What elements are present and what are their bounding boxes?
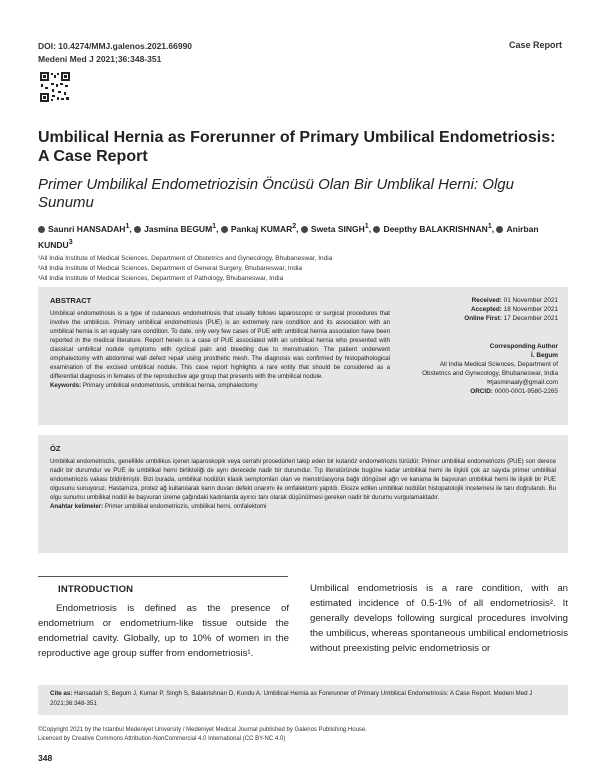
introduction-left-column: Endometriosis is defined as the presence of endometrium or endometrium-like tissue outside the endometrial cavity. Globally, up to 10% of women in the reproductive age group suffer from endometriosis¹. [38, 603, 289, 659]
article-subtitle: Primer Umbilikal Endometriozisin Öncüsü Olan Bir Umblikal Herni: Olgu Sunumu [38, 176, 514, 211]
affiliation-item: ¹All India Institute of Medical Sciences, Department of Obstetrics and Gynecology, Bhubaneswar, India [38, 255, 333, 262]
orcid-icon[interactable] [496, 226, 503, 233]
corresponding-email[interactable]: ✉jasminaaly@gmail.com [486, 379, 558, 386]
accepted-date: 18 November 2021 [503, 306, 558, 313]
orcid-icon[interactable] [373, 226, 380, 233]
author-list [38, 220, 568, 252]
received-date: 01 November 2021 [503, 297, 558, 304]
article-type: Case Report [508, 40, 562, 50]
keywords-text: Primary umbilical endometriosis, umbilical hernia, omphalectomy [82, 382, 258, 389]
corresponding-orcid[interactable]: 0000-0001-9580-2265 [494, 388, 558, 395]
corresponding-author: Corresponding Author İ. Begum All India Medical Sciences, Department of Obstetrics and Gynecology, Bhubaneswar, India ✉jasminaaly@gmail.com ORCID: 0000-0001-9580-2265 [418, 342, 558, 396]
orcid-icon[interactable] [221, 226, 228, 233]
affiliation-item: ²All India Institute of Medical Sciences, Department of General Surgery, Bhubaneswar, India [38, 265, 302, 272]
introduction-right-column: Umbilical endometriosis is a rare condition, with an estimated incidence of 0.5-1% of all endometriosis². It generally develops following surgical procedures involving the umbilicus, whereas spontaneous umbilical endometriosis without preexisting pelvic endometriosis or [310, 583, 568, 654]
corresponding-heading: Corresponding Author [489, 343, 558, 350]
orcid-icon[interactable] [134, 226, 141, 233]
doi-text[interactable]: DOI: 10.4274/MMJ.galenos.2021.66990 [38, 41, 193, 51]
author-item: Jasmina BEGUM$^1$, [134, 224, 221, 234]
journal-citation: Medeni Med J 2021;36:348-351 [38, 54, 162, 64]
oz-content [50, 444, 556, 511]
corresponding-name: İ. Begum [531, 352, 558, 359]
oz-heading: ÖZ [50, 444, 61, 453]
affiliation-item: ³All India Institute of Medical Sciences, Department of Pathology, Bhubaneswar, India [38, 275, 284, 282]
citation-box [38, 685, 568, 715]
online-date: 17 December 2021 [503, 315, 558, 322]
author-item: Pankaj KUMAR$^2$, [221, 224, 301, 234]
section-divider [38, 576, 288, 577]
article-dates: Received: 01 November 2021 Accepted: 18 November 2021 Online First: 17 December 2021 [464, 297, 558, 322]
qr-code-icon [40, 72, 70, 102]
author-item: Sweta SINGH$^1$, [301, 224, 374, 234]
oz-keywords-text: Primer umbilikal endometriozis, umbilikal herni, omfalektomi [104, 503, 267, 510]
affiliations [38, 254, 568, 284]
abstract-text: Umbilical endometriosis is a type of cutaneous endometriosis that usually follows laparoscopic or surgical procedures that involve the umbilicus. Primary umbilical endometriosis (PUE) is an extremely rare condition and its association with an umbilical hernia is an equally rare condition. To date, only very few cases of PUE with umbilical hernia association have been reported in the medical literature. Report herein is a case of PUE associated with an umbilical hernia who presented with classical umbilical nodule symptoms with cyclical pain and bleeding due to menstruation. The patient underwent omphalectomy with abdominal wall defect repair using prosthetic mesh. The diagnosis was confirmed by histopathological examination of the excised umbilical nodule. This case report highlights a rare entity that should be considered as a differential diagnosis in females of the reproductive age group that presents with the umbilical nodule. [50, 310, 390, 380]
copyright-line: ©Copyright 2021 by the Istanbul Medeniyet University / Medeniyet Medical Journal published by Galenos Publishing House. [38, 727, 367, 733]
abstract-box [38, 287, 568, 425]
copyright-notice [38, 726, 568, 744]
abstract-heading: ABSTRACT [50, 296, 92, 305]
cite-text: Hansadah S, Begum J, Kumar P, Singh S, Balakrishnan D, Kundu A. Umbilical Hernia as Forerunner of Primary Umbilical Endometriosis: A Case Report. Medeni Med J 2021;36:348-351 [50, 690, 533, 707]
article-header [38, 40, 192, 66]
author-item: Deepthy BALAKRISHNAN$^1$, [373, 224, 496, 234]
author-item: Anirban KUNDU$^3$ [38, 223, 539, 250]
author-item: Saunri HANSADAH$^1$, [38, 224, 134, 234]
article-title: Umbilical Hernia as Forerunner of Primary Umbilical Endometriosis: A Case Report [38, 129, 556, 165]
abstract-content [50, 296, 390, 390]
corresponding-address: All India Medical Sciences, Department of Obstetrics and Gynecology, Bhubaneswar, India [422, 361, 558, 377]
cite-label: Cite as: [50, 690, 73, 697]
orcid-icon[interactable] [38, 226, 45, 233]
oz-keywords-label: Anahtar kelimeler: [50, 503, 104, 510]
license-line: Licenced by Creative Commons Attribution-NonCommercial 4.0 International (CC BY-NC 4.0) [38, 736, 286, 742]
introduction-heading: INTRODUCTION [58, 584, 134, 595]
oz-text: Umbilikal endometriozis, genellikle umbilikus içeren laparoskopik veya cerrahi prosedürleri takip eden bir kutanöz endometriozis türüdür. Primer umbilikal endometriozis (PUE) son derece nadir bir durumdur ve PUE ile umbilikal herni birlikteliği de aynı derecede nadir bir durumdur. Tıp literatüründe bugüne kadar umbilikal herni ile ilişkili çok az sayıda primer umbilikal endometriozis vakası bildirilmiştir. Bizi burada, umbilikal nodülün klasik semptomları olan ve menstrüasyona bağlı döngüsel ağrı ve kanama ile başvuran umbilikal herni ile ilişkili bir PUE olgusunu sunuyoruz. Hastamıza, protez ağ kullanılarak karın duvarı defekt onarımı ile omfalektomi yapıldı. Eksize edilen umbilikal nodülün histopatolojik incelemesi ile tanı doğrulandı. Bu olgu sunumu umbilikal nodül ile başvuran üreme çağındaki kadınlarda ayırıcı tanı olarak düşünülmesi gereken nadir bir durumu vurgulamaktadır. [50, 458, 556, 501]
keywords-label: Keywords: [50, 382, 82, 389]
oz-box [38, 435, 568, 553]
page-number: 348 [38, 753, 53, 763]
orcid-icon[interactable] [301, 226, 308, 233]
